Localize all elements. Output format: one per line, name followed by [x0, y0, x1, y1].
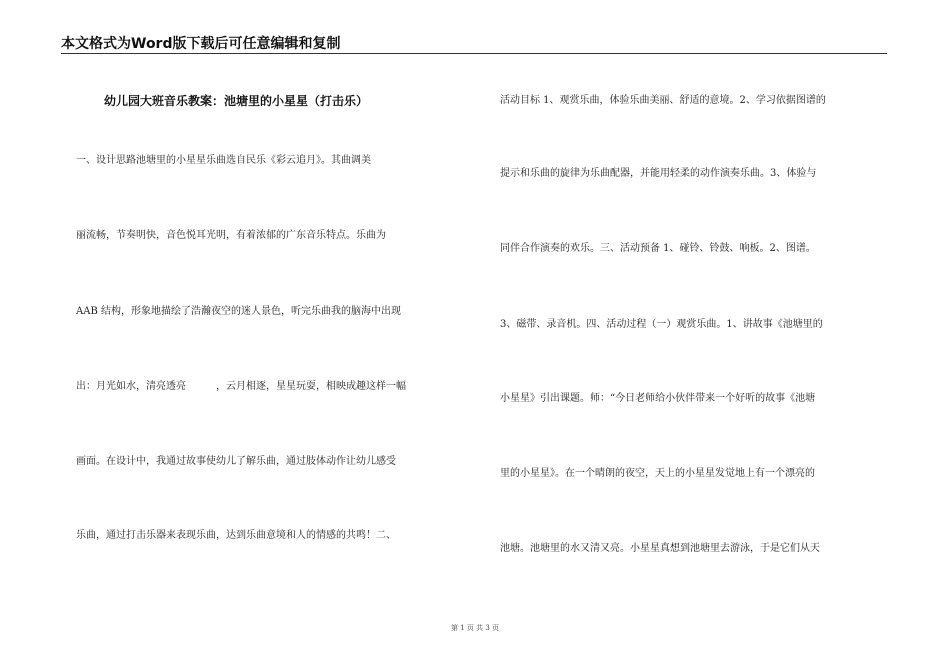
text-line: 池塘。池塘里的水又清又亮。小星星真想到池塘里去游泳，于是它们从天 — [500, 543, 820, 554]
header-divider — [61, 53, 887, 54]
text-line: 3、磁带、录音机。四、活动过程（一）观赏乐曲。1、讲故事《池塘里的 — [500, 319, 823, 330]
text-line: AAB 结构，形象地描绘了浩瀚夜空的迷人景色，听完乐曲我的脑海中出现 — [76, 306, 401, 317]
text-line: 乐曲，通过打击乐器来表现乐曲，达到乐曲意境和人的情感的共鸣！二、 — [76, 530, 396, 541]
document-title: 幼儿园大班音乐教案：池塘里的小星星（打击乐） — [104, 94, 369, 108]
text-line: 丽流畅，节奏明快，音色悦耳光明，有着浓郁的广东音乐特点。乐曲为 — [76, 230, 386, 241]
text-line: 一、设计思路池塘里的小星星乐曲选自民乐《彩云追月》。其曲调美 — [76, 155, 371, 166]
text-line: 提示和乐曲的旋律为乐曲配器，并能用轻柔的动作演奏乐曲。3、体验与 — [500, 168, 817, 179]
text-line: 出：月光如水，清亮透亮 ，云月相逐，星星玩耍，相映成趣这样一幅 — [76, 381, 406, 392]
text-line: 画面。在设计中，我通过故事使幼儿了解乐曲，通过肢体动作让幼儿感受 — [76, 456, 396, 467]
text-line: 小星星》引出课题。师：“今日老师给小伙伴带来一个好听的故事《池塘 — [500, 393, 816, 404]
page-number: 第 1 页 共 3 页 — [450, 624, 500, 632]
text-line: 里的小星星》。在一个晴朗的夜空，天上的小星星发觉地上有一个漂亮的 — [500, 468, 815, 479]
document-header-banner: 本文格式为Word版下载后可任意编辑和复制 — [61, 36, 341, 52]
text-line: 活动目标 1、观赏乐曲，体验乐曲美丽、舒适的意境。2、学习依据图谱的 — [500, 95, 826, 106]
text-line: 同伴合作演奏的欢乐。三、活动预备 1、碰铃、铃鼓、响板。2、图谱。 — [500, 243, 816, 254]
